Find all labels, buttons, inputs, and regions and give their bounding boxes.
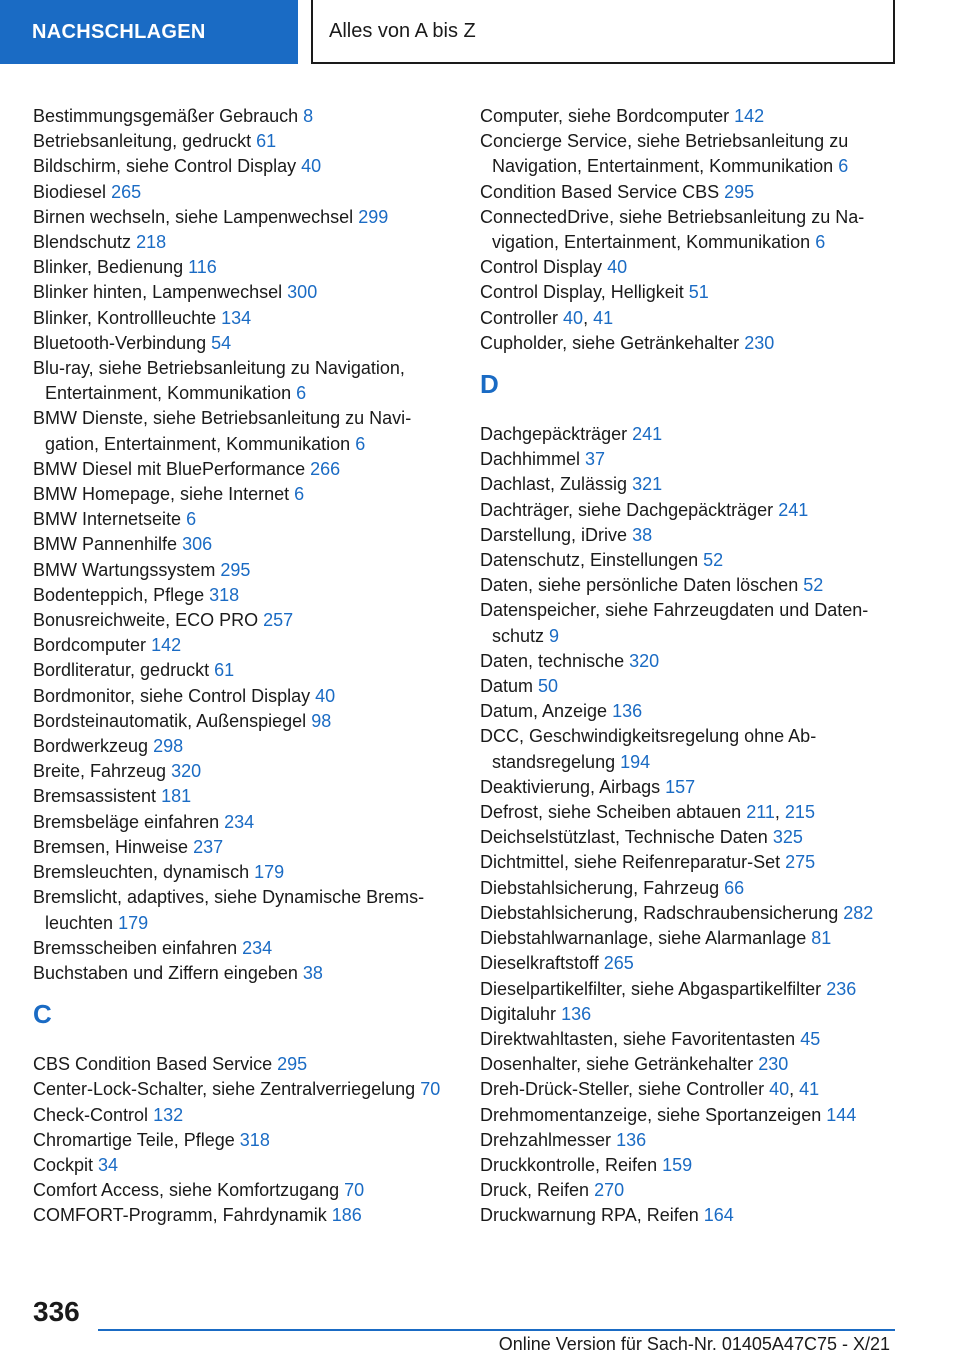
index-entry-text: Bremsassistent	[33, 786, 157, 807]
index-entry	[33, 583, 453, 608]
index-entry	[33, 180, 453, 205]
index-entry-text: Diebstahlsicherung, Radschraubensicherung	[480, 902, 839, 923]
index-entry-text: Bluetooth-Verbindung	[33, 332, 207, 353]
index-entry-text: Bordwerkzeug	[33, 736, 149, 757]
page-reference-link[interactable]: 41	[799, 1079, 820, 1100]
index-entry	[33, 961, 453, 986]
page-reference-link[interactable]: 132	[153, 1104, 184, 1125]
index-entry-text: Datum, Anzeige	[480, 701, 608, 722]
page-reference-link[interactable]: 181	[161, 786, 192, 807]
index-entry-text: BMW Internetseite	[33, 509, 182, 530]
page-reference-link[interactable]: 230	[744, 332, 775, 353]
index-entry-text: Bremsbeläge einfahren	[33, 811, 220, 832]
index-entry	[480, 472, 910, 497]
index-entry	[480, 1002, 910, 1027]
index-entry-text: Dreh-Drück-Steller, siehe Controller	[480, 1079, 765, 1100]
index-entry	[33, 860, 453, 885]
index-entry-text: ConnectedDrive, siehe Betriebsanleitung zu Navigation, Entertainment, Kommunikation	[480, 206, 865, 253]
index-entry	[33, 331, 453, 356]
index-entry	[33, 558, 453, 583]
index-entry-text: Darstellung, iDrive	[480, 524, 628, 545]
index-entry-text: Bordsteinautomatik, Außenspiegel	[33, 710, 307, 731]
page-reference-link[interactable]: 142	[734, 106, 765, 126]
index-entry	[33, 230, 453, 255]
index-entry-text: Controller	[480, 307, 559, 328]
index-entry-text: Blu-ray, siehe Betriebsanleitung zu Navigation, Entertainment, Kommunikation	[33, 358, 405, 404]
index-entry-text: BMW Diesel mit BluePerformance	[33, 458, 306, 479]
index-entry	[33, 356, 453, 406]
page-title: Alles von A bis Z	[311, 0, 895, 64]
page-reference-link[interactable]: 6	[815, 232, 826, 253]
page-reference-link[interactable]: 6	[186, 509, 197, 530]
index-entry-text: COMFORT-Programm, Fahrdynamik	[33, 1205, 327, 1226]
index-entry-text: Cupholder, siehe Getränkehalter	[480, 332, 740, 353]
index-entry-text: Dosenhalter, siehe Getränkehalter	[480, 1054, 754, 1075]
index-entry-text: Deichselstützlast, Technische Daten	[480, 827, 768, 848]
index-entry	[480, 573, 910, 598]
index-entry-text: Bordliteratur, gedruckt	[33, 660, 210, 681]
page-reference-link[interactable]: 215	[784, 802, 815, 823]
index-entry	[33, 280, 453, 305]
page-reference-link[interactable]: 234	[224, 811, 255, 832]
index-entry	[480, 775, 910, 800]
page-reference-link[interactable]: 266	[310, 458, 341, 479]
page-reference-link[interactable]: 265	[111, 181, 142, 202]
page-reference-link[interactable]: 81	[811, 928, 832, 949]
index-entry	[480, 129, 910, 179]
index-entry	[33, 759, 453, 784]
index-entry-text: Dachhimmel	[480, 449, 581, 470]
index-entry	[480, 951, 910, 976]
page-reference-link[interactable]: 6	[294, 484, 305, 505]
index-entry-text: Diebstahlsicherung, Fahrzeug	[480, 877, 720, 898]
page-reference-link[interactable]: 70	[344, 1180, 365, 1201]
index-entry-text: Diebstahlwarnanlage, siehe Alarmanlage	[480, 928, 807, 949]
page-reference-link[interactable]: 257	[263, 610, 294, 631]
index-entry	[480, 548, 910, 573]
index-entry	[33, 1128, 453, 1153]
page-reference-link[interactable]: 136	[616, 1129, 647, 1150]
index-entry	[33, 104, 453, 129]
index-entry-text: Druck, Reifen	[480, 1180, 590, 1201]
page-reference-link[interactable]: 50	[538, 676, 559, 697]
index-entry-text: Blinker, Kontrollleuchte	[33, 307, 217, 328]
index-entry	[480, 1103, 910, 1128]
index-entry	[33, 1178, 453, 1203]
index-entry	[480, 926, 910, 951]
index-entry	[33, 1077, 453, 1102]
index-entry	[480, 422, 910, 447]
index-entry-text: Condition Based Service CBS	[480, 181, 720, 202]
page-reference-link[interactable]: 295	[724, 181, 755, 202]
index-entry	[480, 1153, 910, 1178]
index-entry	[480, 331, 910, 356]
index-entry	[480, 498, 910, 523]
index-entry-text: BMW Wartungssystem	[33, 559, 216, 580]
page-reference-link[interactable]: 34	[98, 1154, 119, 1175]
page-reference-link[interactable]: 51	[688, 282, 709, 303]
index-entry-text: BMW Homepage, siehe Internet	[33, 484, 290, 505]
index-entry-text: Dachträger, siehe Dachgepäckträger	[480, 499, 774, 520]
index-entry-text: Bodenteppich, Pflege	[33, 584, 205, 605]
page-reference-link[interactable]: 237	[193, 836, 224, 857]
page-reference-link[interactable]: 8	[303, 106, 314, 126]
index-entry	[480, 850, 910, 875]
index-entry-text: Computer, siehe Bordcomputer	[480, 106, 730, 126]
page-reference-link[interactable]: 40	[563, 307, 584, 328]
index-entry	[480, 255, 910, 280]
index-entry-text: Datenschutz, Einstellungen	[480, 550, 699, 571]
page-reference-link[interactable]: 275	[785, 852, 816, 873]
page-number: 336	[33, 1296, 80, 1327]
index-entry-text: DCC, Geschwindigkeitsregelung ohne Abstandsregelung	[480, 726, 817, 772]
index-entry	[480, 1052, 910, 1077]
page-reference-link[interactable]: 295	[277, 1054, 308, 1075]
index-entry-text: Datenspeicher, siehe Fahrzeugdaten und Datenschutz	[480, 600, 869, 646]
page-reference-link[interactable]: 318	[209, 584, 240, 605]
page-reference-link[interactable]: 136	[561, 1003, 592, 1024]
page-reference-link[interactable]: 325	[772, 827, 803, 848]
index-entry	[480, 1027, 910, 1052]
index-entry	[480, 1203, 910, 1228]
index-entry	[33, 734, 453, 759]
index-entry	[33, 129, 453, 154]
index-entry-text: Bildschirm, siehe Control Display	[33, 156, 297, 177]
page-reference-link[interactable]: 9	[549, 625, 560, 646]
page-reference-link[interactable]: 298	[153, 736, 184, 757]
index-entry	[33, 1103, 453, 1128]
index-entry	[33, 457, 453, 482]
index-entry-text: Check-Control	[33, 1104, 149, 1125]
page-reference-link[interactable]: 144	[826, 1104, 857, 1125]
index-entry	[33, 205, 453, 230]
index-column-left	[33, 104, 453, 1229]
index-entry-text: Breite, Fahrzeug	[33, 761, 167, 782]
index-entry	[480, 825, 910, 850]
page-reference-link[interactable]: 40	[769, 1079, 790, 1100]
page-reference-link[interactable]: 241	[778, 499, 809, 520]
index-entry-text: Bremslicht, adaptives, siehe Dynamische Bremsleuchten	[33, 887, 425, 933]
index-entry-text: Buchstaben und Ziffern eingeben	[33, 962, 298, 983]
index-entry-text: Birnen wechseln, siehe Lampenwechsel	[33, 206, 354, 227]
index-entry-text: Blendschutz	[33, 232, 132, 253]
index-entry-text: Cockpit	[33, 1154, 94, 1175]
page-reference-link[interactable]: 230	[758, 1054, 789, 1075]
page-reference-link[interactable]: 211	[746, 802, 775, 823]
index-entry-text: Daten, technische	[480, 650, 625, 671]
index-entry	[33, 709, 453, 734]
footer-version-text: Online Version für Sach-Nr. 01405A47C75 - X/21	[498, 1334, 890, 1354]
index-entry-text: Bremsen, Hinweise	[33, 836, 189, 857]
index-entry	[33, 608, 453, 633]
index-entry-text: Druckwarnung RPA, Reifen	[480, 1205, 699, 1226]
index-entry: Dreh-Drück-Steller, siehe Controller 40, 41	[480, 1079, 820, 1100]
index-entry	[33, 885, 453, 935]
index-entry	[480, 1178, 910, 1203]
page-reference-link[interactable]: 41	[593, 307, 614, 328]
page-reference-link[interactable]: 38	[632, 524, 653, 545]
page-reference-link[interactable]: 265	[603, 953, 634, 974]
index-entry	[33, 154, 453, 179]
index-entry	[480, 699, 910, 724]
page-reference-link[interactable]: 318	[239, 1129, 270, 1150]
index-entry-text: Control Display	[480, 257, 603, 278]
index-entry	[33, 936, 453, 961]
page-reference-link[interactable]: 234	[242, 937, 273, 958]
page-reference-link[interactable]: 236	[826, 978, 857, 999]
page-reference-link[interactable]: 299	[358, 206, 389, 227]
page-reference-link[interactable]: 320	[171, 761, 202, 782]
index-entry	[480, 977, 910, 1002]
index-entry-text: Dichtmittel, siehe Reifenreparatur-Set	[480, 852, 781, 873]
index-entry-text: Bordcomputer	[33, 635, 147, 656]
index-entry	[33, 658, 453, 683]
index-entry	[480, 598, 910, 648]
page-reference-link[interactable]: 40	[301, 156, 322, 177]
page-reference-link[interactable]: 282	[843, 902, 874, 923]
page-reference-link[interactable]: 134	[221, 307, 252, 328]
index-entry-text: Bremsleuchten, dynamisch	[33, 862, 250, 883]
page-reference-link[interactable]: 179	[118, 912, 149, 933]
page-reference-link[interactable]: 159	[662, 1154, 693, 1175]
index-entry	[33, 482, 453, 507]
index-entry-text: Control Display, Helligkeit	[480, 282, 684, 303]
index-entry	[480, 523, 910, 548]
index-entry-text: Bonusreichweite, ECO PRO	[33, 610, 259, 631]
index-entry-text: Digitaluhr	[480, 1003, 557, 1024]
page-reference-link[interactable]: 179	[254, 862, 285, 883]
page-reference-link[interactable]: 52	[803, 575, 824, 596]
page-reference-link[interactable]: 54	[211, 332, 232, 353]
index-entry	[480, 724, 910, 774]
index-entry: Controller 40, 41	[480, 307, 614, 328]
page-reference-link[interactable]: 241	[632, 424, 663, 445]
page-reference-link[interactable]: 157	[665, 776, 696, 797]
page-reference-link[interactable]: 321	[632, 474, 663, 495]
index-entry	[33, 684, 453, 709]
index-entry-text: Defrost, siehe Scheiben abtauen	[480, 802, 742, 823]
index-entry	[33, 306, 453, 331]
index-entry-text: Chromartige Teile, Pflege	[33, 1129, 235, 1150]
index-entry-text: BMW Dienste, siehe Betriebsanleitung zu Navigation, Entertainment, Kommunikation	[33, 408, 412, 454]
index-entry-text: Dieselkraftstoff	[480, 953, 599, 974]
index-entry-text: Center-Lock-Schalter, siehe Zentralverriegelung	[33, 1079, 416, 1100]
page-reference-link[interactable]: 40	[607, 257, 628, 278]
index-entry	[480, 1128, 910, 1153]
page-reference-link[interactable]: 38	[302, 962, 323, 983]
page-reference-link[interactable]: 186	[331, 1205, 362, 1226]
page-reference-link[interactable]: 136	[612, 701, 643, 722]
page-reference-link[interactable]: 306	[182, 534, 213, 555]
index-entry	[33, 784, 453, 809]
page-reference-link[interactable]: 61	[214, 660, 235, 681]
index-entry-text: Deaktivierung, Airbags	[480, 776, 661, 797]
index-entry-text: Dieselpartikelfilter, siehe Abgaspartikelfilter	[480, 978, 822, 999]
index-entry-text: Concierge Service, siehe Betriebsanleitung zu Navigation, Entertainment, Kommunikation	[480, 131, 849, 177]
page-reference-link[interactable]: 194	[620, 751, 651, 772]
section-letter: C	[33, 999, 52, 1030]
page-reference-link[interactable]: 98	[311, 710, 332, 731]
index-entry	[33, 835, 453, 860]
page-reference-link[interactable]: 52	[703, 550, 724, 571]
index-entry-text: Bremsscheiben einfahren	[33, 937, 238, 958]
index-entry-text: Dachlast, Zulässig	[480, 474, 628, 495]
index-entry	[480, 901, 910, 926]
index-entry	[480, 180, 910, 205]
page-reference-link[interactable]: 37	[585, 449, 606, 470]
index-entry	[480, 649, 910, 674]
page-reference-link[interactable]: 164	[703, 1205, 734, 1226]
index-entry-text: Biodiesel	[33, 181, 107, 202]
index-entry-text: Direktwahltasten, siehe Favoritentasten	[480, 1028, 796, 1049]
index-entry-text: BMW Pannenhilfe	[33, 534, 178, 555]
index-entry	[33, 1153, 453, 1178]
index-entry	[33, 1052, 453, 1077]
footer-divider	[98, 1329, 895, 1331]
index-entry-text: Datum	[480, 676, 534, 697]
section-letter: D	[480, 369, 499, 400]
page-reference-link[interactable]: 320	[629, 650, 660, 671]
page-reference-link[interactable]: 6	[355, 433, 366, 454]
index-entry-text: Blinker hinten, Lampenwechsel	[33, 282, 283, 303]
index-entry	[480, 447, 910, 472]
index-entry	[33, 406, 453, 456]
index-entry-text: Druckkontrolle, Reifen	[480, 1154, 658, 1175]
page-reference-link[interactable]: 142	[151, 635, 182, 656]
page-reference-link[interactable]: 6	[838, 156, 849, 177]
index-entry-text: Bordmonitor, siehe Control Display	[33, 685, 311, 706]
index-entry	[33, 1203, 453, 1228]
index-entry	[480, 205, 910, 255]
index-entry	[480, 104, 910, 129]
index-column-right	[480, 104, 910, 1229]
page-reference-link[interactable]: 45	[800, 1028, 821, 1049]
section-tab: NACHSCHLAGEN	[0, 0, 298, 64]
index-entry	[480, 674, 910, 699]
page-reference-link[interactable]: 6	[296, 383, 307, 404]
index-entry	[33, 633, 453, 658]
index-entry-text: Betriebsanleitung, gedruckt	[33, 131, 252, 152]
index-entry: Defrost, siehe Scheiben abtauen 211, 215	[480, 802, 815, 823]
index-entry-text: Dachgepäckträger	[480, 424, 628, 445]
index-entry-text: Drehmomentanzeige, siehe Sportanzeigen	[480, 1104, 822, 1125]
index-entry	[33, 255, 453, 280]
index-entry-text: Drehzahlmesser	[480, 1129, 612, 1150]
page-reference-link[interactable]: 218	[136, 232, 167, 253]
page-reference-link[interactable]: 40	[315, 685, 336, 706]
page-reference-link[interactable]: 66	[724, 877, 745, 898]
index-entry-text: Blinker, Bedienung	[33, 257, 184, 278]
index-entry	[33, 810, 453, 835]
page-reference-link[interactable]: 116	[188, 257, 217, 278]
page-reference-link[interactable]: 300	[287, 282, 318, 303]
index-entry	[33, 507, 453, 532]
page-reference-link[interactable]: 295	[220, 559, 251, 580]
index-entry	[480, 280, 910, 305]
index-entry	[33, 532, 453, 557]
page-reference-link[interactable]: 270	[594, 1180, 625, 1201]
page-reference-link[interactable]: 70	[420, 1079, 441, 1100]
index-entry-text: Bestimmungsgemäßer Gebrauch	[33, 106, 299, 126]
index-entry	[480, 876, 910, 901]
index-entry-text: CBS Condition Based Service	[33, 1054, 273, 1075]
index-entry-text: Comfort Access, siehe Komfortzugang	[33, 1180, 340, 1201]
index-entry-text: Daten, siehe persönliche Daten löschen	[480, 575, 799, 596]
page-reference-link[interactable]: 61	[256, 131, 277, 152]
